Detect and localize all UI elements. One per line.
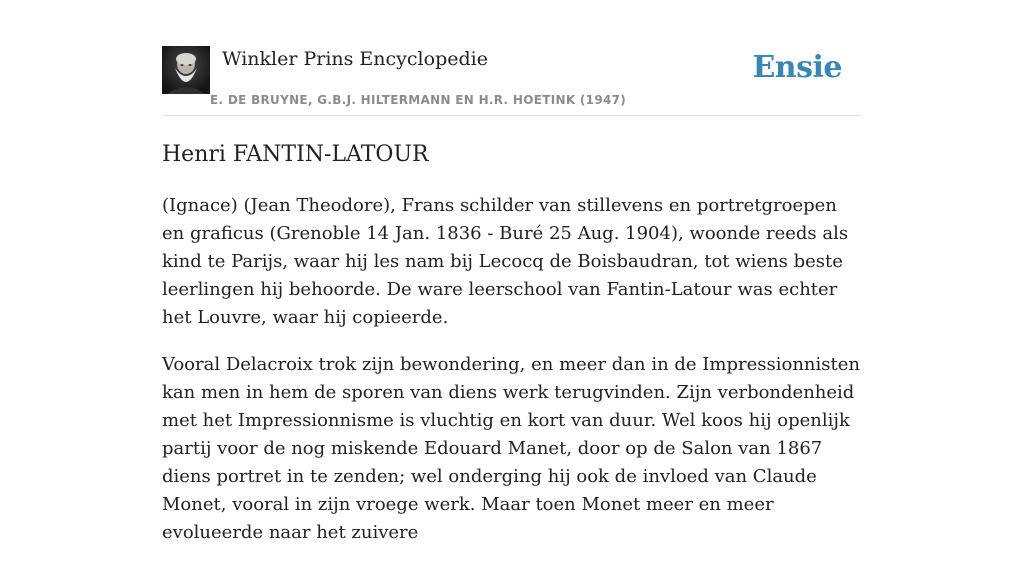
article-body [162,192,862,566]
header-divider [162,115,862,116]
authors-line: E. DE BRUYNE, G.B.J. HILTERMANN EN H.R. HOETINK (1947) [210,93,627,107]
publication-name[interactable]: Winkler Prins Encyclopedie [222,48,488,70]
article-paragraph: Vooral Delacroix trok zijn bewondering, en meer dan in de Impressionnisten kan men in hem de sporen van diens werk terugvinden. Zijn verbondenheid met het Impressionnisme is vluchtig en kort van duur. Wel koos hij openlijk partij voor de nog miskende Edouard Manet, door op de Salon van 1867 diens portret in te zenden; wel onderging hij ook de invloed van Claude Monet, vooral in zijn vroege werk. Maar toen Monet meer en meer evolueerde naar het zuivere [162,354,860,543]
bearded-man-portrait-icon [162,46,210,94]
author-avatar[interactable] [162,46,210,94]
article-title: Henri FANTIN-LATOUR [162,142,429,167]
site-header [162,46,862,116]
ensie-logo[interactable]: Ensie [752,50,842,85]
article-paragraph: (Ignace) (Jean Theodore), Frans schilder van stillevens en portretgroepen en graficus (Grenoble 14 Jan. 1836 - Buré 25 Aug. 1904), woonde reeds als kind te Parijs, waar hij les nam bij Lecocq de Boisbaudran, tot wiens beste leerlingen hij behoorde. De ware leerschool van Fantin-Latour was echter het Louvre, waar hij copieerde. [162,195,849,328]
